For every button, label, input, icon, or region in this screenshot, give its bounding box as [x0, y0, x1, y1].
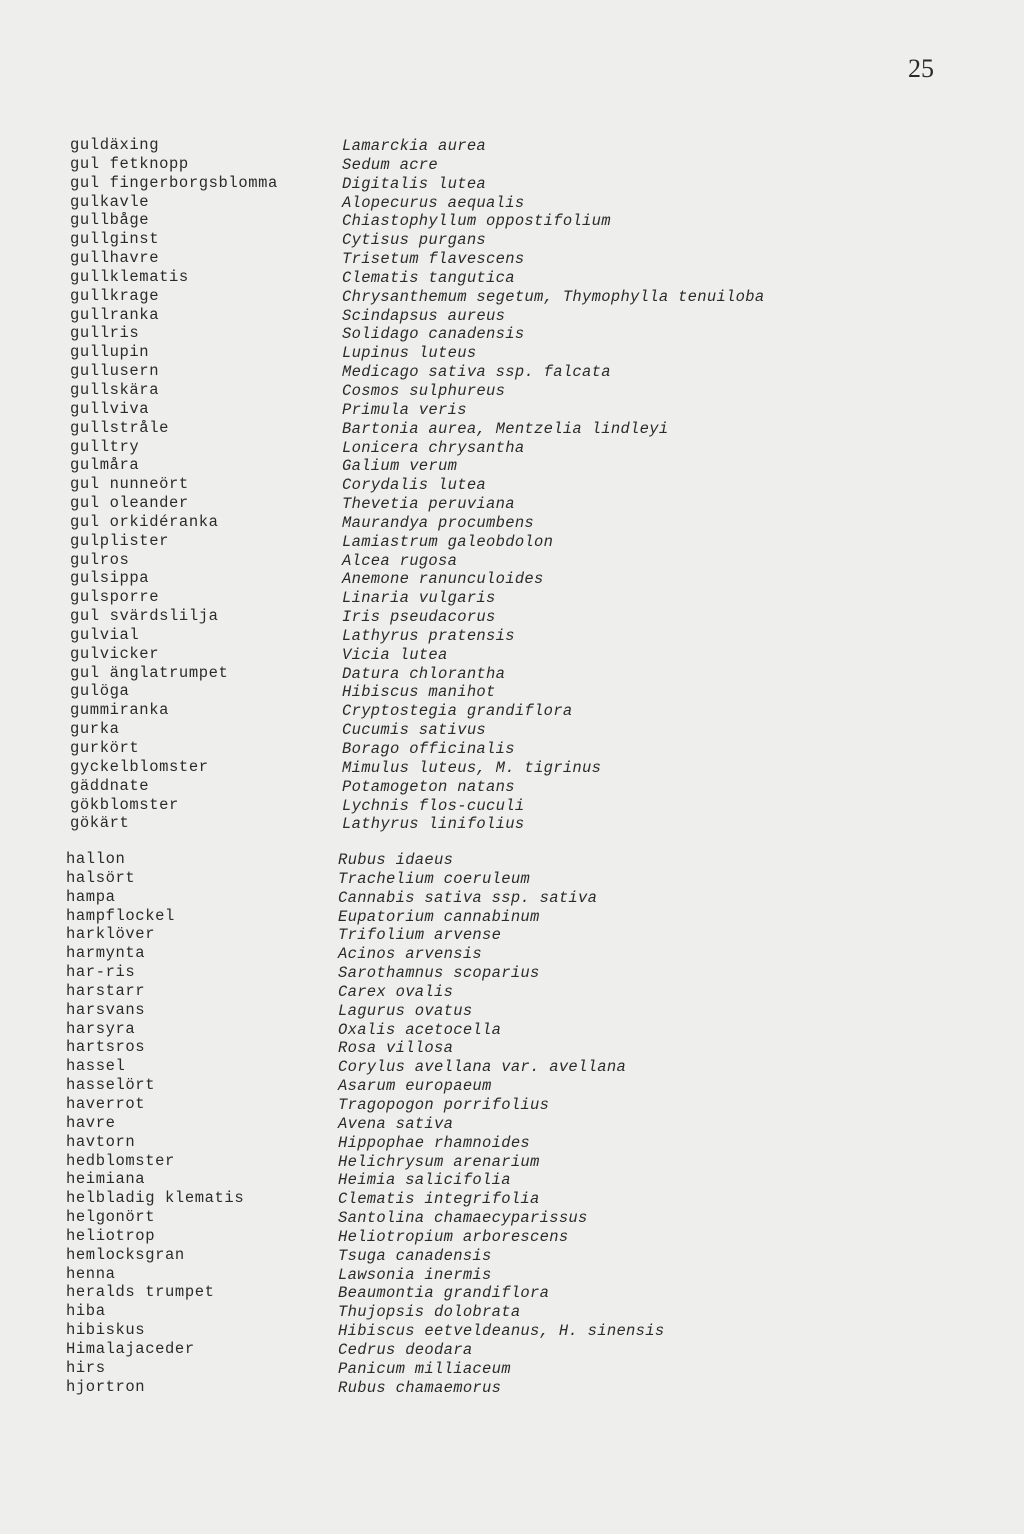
swedish-name: gullupin: [70, 343, 150, 362]
latin-name: Corylus avellana var. avellana: [338, 1058, 627, 1077]
glossary-entry: [0, 701, 1024, 720]
latin-name: Maurandya procumbens: [342, 513, 535, 532]
glossary-entry: [0, 211, 1024, 230]
glossary-entry: [0, 287, 1024, 306]
swedish-name: hjortron: [66, 1377, 146, 1396]
latin-name: Helichrysum arenarium: [338, 1152, 540, 1171]
glossary-entry: [0, 249, 1024, 268]
latin-name: Lagurus ovatus: [338, 1001, 473, 1020]
swedish-name: gul änglatrumpet: [70, 663, 229, 682]
swedish-name: halsört: [66, 868, 136, 887]
latin-name: Hibiscus manihot: [342, 683, 496, 702]
swedish-name: gullkrage: [70, 286, 160, 305]
latin-name: Galium verum: [342, 457, 458, 476]
glossary-entry: [0, 1378, 1024, 1397]
glossary-entry: [0, 569, 1024, 588]
swedish-name: heimiana: [66, 1170, 146, 1189]
glossary-entry: [0, 758, 1024, 777]
latin-name: Eupatorium cannabinum: [338, 907, 540, 926]
glossary-entry: [0, 1208, 1024, 1227]
swedish-name: hedblomster: [66, 1151, 175, 1170]
swedish-name: gulöga: [70, 682, 130, 701]
latin-name: Thevetia peruviana: [342, 495, 515, 514]
swedish-name: havre: [66, 1113, 116, 1132]
latin-name: Rubus chamaemorus: [338, 1378, 502, 1397]
swedish-name: gul oleander: [70, 494, 189, 513]
glossary-entry: [0, 475, 1024, 494]
swedish-name: havtorn: [66, 1132, 136, 1151]
swedish-name: gyckelblomster: [70, 757, 209, 776]
swedish-name: harsyra: [66, 1019, 136, 1038]
latin-name: Beaumontia grandiflora: [338, 1284, 550, 1303]
glossary-entry: [0, 306, 1024, 325]
swedish-name: gul fingerborgsblomma: [70, 173, 278, 192]
latin-name: Tsuga canadensis: [338, 1246, 492, 1265]
latin-name: Alcea rugosa: [342, 551, 458, 570]
glossary-entry: [0, 796, 1024, 815]
glossary-entry: [0, 268, 1024, 287]
swedish-name: gulsporre: [70, 588, 160, 607]
glossary-entry: [0, 362, 1024, 381]
swedish-name: gökblomster: [70, 795, 179, 814]
swedish-name: hassel: [66, 1057, 126, 1076]
glossary-entry: [0, 381, 1024, 400]
swedish-name: gullranka: [70, 305, 160, 324]
latin-name: Lamiastrum galeobdolon: [342, 532, 554, 551]
glossary-entry: [0, 720, 1024, 739]
swedish-name: gullbåge: [70, 211, 150, 230]
latin-name: Digitalis lutea: [342, 174, 487, 193]
glossary-entry: [0, 438, 1024, 457]
swedish-name: gulvicker: [70, 644, 160, 663]
swedish-name: helbladig klematis: [66, 1189, 245, 1208]
glossary-entry: [0, 1283, 1024, 1302]
latin-name: Chiastophyllum oppostifolium: [342, 212, 611, 231]
swedish-name: gulsippa: [70, 569, 150, 588]
swedish-name: gullstråle: [70, 418, 170, 437]
latin-name: Primula veris: [342, 400, 467, 419]
latin-name: Corydalis lutea: [342, 476, 487, 495]
latin-name: Potamogeton natans: [342, 777, 515, 796]
swedish-name: gullris: [70, 324, 140, 343]
swedish-name: gullviva: [70, 399, 150, 418]
swedish-name: gökärt: [70, 814, 130, 833]
glossary-entry: [0, 869, 1024, 888]
glossary-entry: [0, 1076, 1024, 1095]
glossary-entry: [0, 607, 1024, 626]
swedish-name: hirs: [66, 1358, 106, 1377]
latin-name: Bartonia aurea, Mentzelia lindleyi: [342, 419, 669, 438]
latin-name: Cannabis sativa ssp. sativa: [338, 888, 598, 907]
swedish-name: harstarr: [66, 981, 146, 1000]
latin-name: Medicago sativa ssp. falcata: [342, 363, 611, 382]
glossary-entry: [0, 1265, 1024, 1284]
latin-name: Lamarckia aurea: [342, 137, 487, 155]
latin-name: Heimia salicifolia: [338, 1171, 511, 1190]
swedish-name: hampa: [66, 887, 116, 906]
latin-name: Vicia lutea: [342, 645, 448, 664]
latin-name: Clematis tangutica: [342, 268, 515, 287]
glossary-entry: [0, 174, 1024, 193]
swedish-name: heliotrop: [66, 1226, 156, 1245]
glossary-entry: [0, 982, 1024, 1001]
glossary-entry: [0, 850, 1024, 869]
page-number: 25: [908, 54, 934, 83]
glossary-entry: [0, 1170, 1024, 1189]
glossary-entry: [0, 664, 1024, 683]
swedish-name: gullhavre: [70, 249, 160, 268]
glossary-entry: [0, 155, 1024, 174]
glossary-entry: [0, 814, 1024, 833]
glossary-entry: [0, 324, 1024, 343]
swedish-name: gulltry: [70, 437, 140, 456]
glossary-entry: [0, 1302, 1024, 1321]
latin-name: Carex ovalis: [338, 982, 454, 1001]
swedish-name: gurka: [70, 720, 120, 739]
swedish-name: gullskära: [70, 380, 160, 399]
glossary-entry: [0, 682, 1024, 701]
glossary-entry: [0, 456, 1024, 475]
latin-name: Cosmos sulphureus: [342, 381, 506, 400]
latin-name: Trachelium coeruleum: [338, 869, 531, 888]
latin-name: Clematis integrifolia: [338, 1190, 540, 1209]
swedish-name: guldäxing: [70, 136, 160, 154]
latin-name: Cytisus purgans: [342, 231, 487, 250]
glossary-entry: [0, 193, 1024, 212]
glossary-entry: [0, 739, 1024, 758]
swedish-name: gulvial: [70, 625, 140, 644]
swedish-name: harsvans: [66, 1000, 146, 1019]
swedish-name: harmynta: [66, 944, 146, 963]
latin-name: Datura chlorantha: [342, 664, 506, 683]
glossary-entry: [0, 907, 1024, 926]
swedish-name: gul nunneört: [70, 475, 189, 494]
latin-name: Chrysanthemum segetum, Thymophylla tenuiloba: [342, 287, 765, 306]
latin-name: Linaria vulgaris: [342, 589, 496, 608]
latin-name: Lonicera chrysantha: [342, 438, 525, 457]
latin-name: Lawsonia inermis: [338, 1265, 492, 1284]
latin-name: Tragopogon porrifolius: [338, 1095, 550, 1114]
latin-name: Mimulus luteus, M. tigrinus: [342, 758, 602, 777]
glossary-entry: [0, 925, 1024, 944]
glossary-section-g: [0, 136, 1024, 833]
glossary-entry: [0, 136, 1024, 155]
latin-name: Rubus idaeus: [338, 851, 454, 869]
swedish-name: gulros: [70, 550, 130, 569]
glossary-entry: [0, 230, 1024, 249]
swedish-name: Himalajaceder: [66, 1339, 195, 1358]
swedish-name: haverrot: [66, 1094, 146, 1113]
glossary-entry: [0, 1340, 1024, 1359]
latin-name: Solidago canadensis: [342, 325, 525, 344]
latin-name: Trisetum flavescens: [342, 250, 525, 269]
swedish-name: gulmåra: [70, 456, 140, 475]
glossary-entry: [0, 626, 1024, 645]
swedish-name: hallon: [66, 850, 126, 868]
swedish-name: gullginst: [70, 230, 160, 249]
glossary-entry: [0, 963, 1024, 982]
glossary-entry: [0, 1133, 1024, 1152]
latin-name: Anemone ranunculoides: [342, 570, 544, 589]
swedish-name: gummiranka: [70, 701, 170, 720]
glossary-entry: [0, 888, 1024, 907]
swedish-name: hasselört: [66, 1076, 156, 1095]
swedish-name: henna: [66, 1264, 116, 1283]
latin-name: Lychnis flos-cuculi: [342, 796, 525, 815]
swedish-name: hartsros: [66, 1038, 146, 1057]
latin-name: Cucumis sativus: [342, 721, 487, 740]
latin-name: Cedrus deodara: [338, 1340, 473, 1359]
swedish-name: gullusern: [70, 362, 160, 381]
swedish-name: gurkört: [70, 739, 140, 757]
latin-name: Acinos arvensis: [338, 945, 483, 964]
swedish-name: gulplister: [70, 531, 170, 550]
glossary-entry: [0, 645, 1024, 664]
latin-name: Avena sativa: [338, 1114, 454, 1133]
latin-name: Santolina chamaecyparissus: [338, 1209, 588, 1228]
latin-name: Rosa villosa: [338, 1039, 454, 1058]
swedish-name: gul svärdslilja: [70, 607, 219, 626]
swedish-name: gulkavle: [70, 192, 150, 211]
glossary-entry: [0, 1020, 1024, 1039]
glossary-entry: [0, 494, 1024, 513]
glossary-section-h: [0, 850, 1024, 1396]
latin-name: Panicum milliaceum: [338, 1359, 511, 1378]
swedish-name: harklöver: [66, 925, 156, 944]
glossary-entry: [0, 513, 1024, 532]
swedish-name: helgonört: [66, 1208, 156, 1227]
glossary-entry: [0, 1038, 1024, 1057]
glossary-entry: [0, 1321, 1024, 1340]
latin-name: Iris pseudacorus: [342, 608, 496, 627]
latin-name: Lathyrus pratensis: [342, 626, 515, 645]
swedish-name: heralds trumpet: [66, 1283, 215, 1302]
glossary-entry: [0, 1189, 1024, 1208]
latin-name: Sedum acre: [342, 155, 439, 174]
latin-name: Hibiscus eetveldeanus, H. sinensis: [338, 1322, 665, 1341]
glossary-entry: [0, 1246, 1024, 1265]
glossary-entry: [0, 1152, 1024, 1171]
swedish-name: hiba: [66, 1302, 106, 1321]
latin-name: Lupinus luteus: [342, 344, 477, 363]
glossary-entry: [0, 1114, 1024, 1133]
glossary-entry: [0, 1057, 1024, 1076]
swedish-name: hampflockel: [66, 906, 175, 925]
swedish-name: gullklematis: [70, 267, 189, 286]
glossary-entry: [0, 343, 1024, 362]
latin-name: Alopecurus aequalis: [342, 193, 525, 212]
swedish-name: har-ris: [66, 963, 136, 982]
glossary-entry: [0, 1359, 1024, 1378]
glossary-entry: [0, 1227, 1024, 1246]
latin-name: Borago officinalis: [342, 740, 515, 758]
glossary-entry: [0, 400, 1024, 419]
latin-name: Heliotropium arborescens: [338, 1227, 569, 1246]
latin-name: Lathyrus linifolius: [342, 815, 525, 834]
latin-name: Scindapsus aureus: [342, 306, 506, 325]
glossary-entry: [0, 551, 1024, 570]
swedish-name: gul orkidéranka: [70, 512, 219, 531]
glossary-entry: [0, 1095, 1024, 1114]
latin-name: Cryptostegia grandiflora: [342, 702, 573, 721]
glossary-entry: [0, 419, 1024, 438]
latin-name: Trifolium arvense: [338, 926, 502, 945]
swedish-name: hemlocksgran: [66, 1245, 185, 1264]
swedish-name: hibiskus: [66, 1321, 146, 1340]
latin-name: Asarum europaeum: [338, 1077, 492, 1096]
glossary-entry: [0, 1001, 1024, 1020]
latin-name: Sarothamnus scoparius: [338, 964, 540, 983]
latin-name: Oxalis acetocella: [338, 1020, 502, 1039]
glossary-entry: [0, 944, 1024, 963]
glossary-entry: [0, 588, 1024, 607]
glossary-entry: [0, 532, 1024, 551]
glossary-entry: [0, 777, 1024, 796]
latin-name: Thujopsis dolobrata: [338, 1303, 521, 1322]
swedish-name: gul fetknopp: [70, 154, 189, 173]
latin-name: Hippophae rhamnoides: [338, 1133, 531, 1152]
swedish-name: gäddnate: [70, 776, 150, 795]
